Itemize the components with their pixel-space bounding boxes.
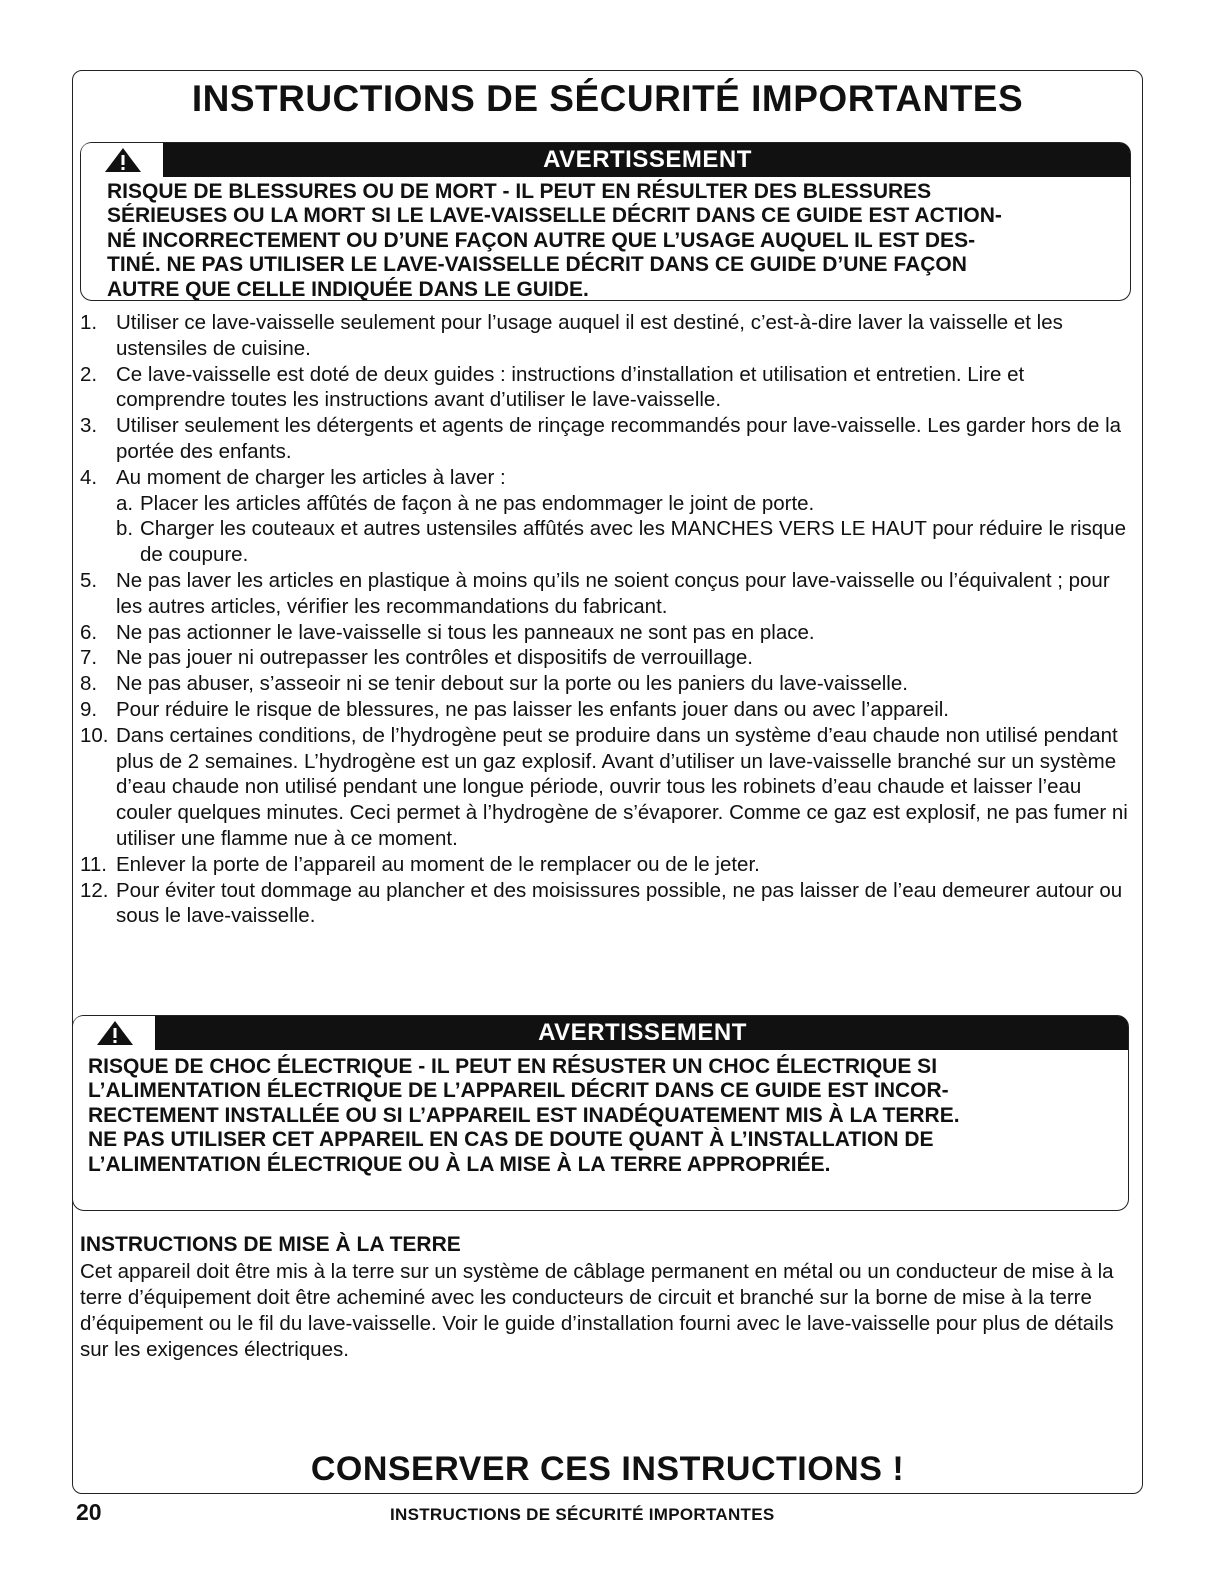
warning-symbol-cell (81, 143, 165, 177)
warning-text (107, 180, 1127, 302)
list-item (80, 723, 1130, 852)
item-text: Utiliser seulement les détergents et agents de rinçage recommandés pour lave-vaisselle. Les garder hors de la portée des enfants. (116, 414, 1122, 463)
warning-line: RISQUE DE BLESSURES OU DE MORT - IL PEUT EN RÉSULTER DES BLESSURES (107, 180, 932, 203)
grounding-heading: INSTRUCTIONS DE MISE À LA TERRE (80, 1233, 461, 1256)
item-number: 7. (80, 646, 98, 670)
sub-item-text: Charger les couteaux et autres ustensiles affûtés avec les MANCHES VERS LE HAUT pour réduire le risque de coupure. (140, 517, 1126, 567)
item-number: 11. (80, 852, 107, 876)
item-number: 2. (80, 362, 98, 386)
sub-list-item (116, 516, 1130, 568)
safety-instructions-list (80, 310, 1130, 929)
warning-label: AVERTISSEMENT (538, 1019, 747, 1046)
list-item (80, 310, 1130, 362)
warning-symbol-cell (73, 1016, 157, 1050)
warning-box-electric-shock (72, 1015, 1129, 1211)
item-number: 9. (80, 697, 98, 721)
sub-item-text: Placer les articles affûtés de façon à ne pas endommager le joint de porte. (140, 491, 815, 515)
warning-label: AVERTISSEMENT (543, 146, 752, 173)
list-item (80, 671, 1130, 697)
item-number: 12. (80, 878, 109, 902)
item-text: Ne pas laver les articles en plastique à moins qu’ils ne soient conçus pour lave-vaisselle ou l’équivalent ; pour les autres articles, vérifier les recommandations du fabricant. (116, 568, 1110, 618)
item-text: Dans certaines conditions, de l’hydrogène peut se produire dans un système d’eau chaude non utilisé pendant plus de 2 semaines. L’hydrogène est un gaz explosif. Avant d’utiliser un lave-vaisselle branché sur un système d’eau chaude non utilisé pendant une longue période, ouvrir tous les robinets d’eau chaude et laisser l’eau couler quelques minutes. Ceci permet à l’hydrogène de s’évaporer. Comme ce gaz est explosif, ne pas fumer ni utiliser une flamme nue à ce moment. (116, 723, 1128, 850)
sub-item-letter: a. (116, 491, 134, 515)
item-text: Ne pas actionner le lave-vaisselle si tous les panneaux ne sont pas en place. (116, 620, 815, 644)
list-item (80, 413, 1130, 465)
item-text: Ce lave-vaisselle est doté de deux guides : instructions d’installation et utilisation et entretien. Lire et comprendre toutes les instructions avant d’utiliser le lave-vaisselle. (116, 362, 1025, 412)
sub-list-item (116, 491, 1130, 517)
item-text: Enlever la porte de l’appareil au moment de le remplacer ou de le jeter. (116, 852, 760, 876)
page-title: INSTRUCTIONS DE SÉCURITÉ IMPORTANTES (191, 78, 1024, 119)
warning-triangle-icon (103, 146, 143, 174)
warning-header (81, 143, 1130, 177)
grounding-text: Cet appareil doit être mis à la terre sur un système de câblage permanent en métal ou un conducteur de mise à la terre d’équipement doit être acheminé avec les conducteurs de circuit et branché sur la borne de mise à la terre d’équipement ou le fil du lave-vaisselle. Voir le guide d’installation fourni avec le lave-vaisselle pour plus de détails sur les exigences électriques. (80, 1260, 1114, 1361)
warning-line: NE PAS UTILISER CET APPAREIL EN CAS DE DOUTE QUANT À L’INSTALLATION DE (88, 1128, 934, 1152)
list-item (80, 620, 1130, 646)
list-item (80, 465, 1130, 568)
item-number: 5. (80, 568, 98, 592)
warning-line: AUTRE QUE CELLE INDIQUÉE DANS LE GUIDE. (107, 277, 589, 301)
item-text: Ne pas abuser, s’asseoir ni se tenir debout sur la porte ou les paniers du lave-vaisselle. (116, 672, 908, 696)
warning-box-injury (80, 142, 1131, 301)
list-item (80, 852, 1130, 878)
warning-line: TINÉ. NE PAS UTILISER LE LAVE-VAISSELLE DÉCRIT DANS CE GUIDE D’UNE FAÇON (107, 253, 967, 277)
closing-title: CONSERVER CES INSTRUCTIONS ! (310, 1450, 905, 1488)
warning-triangle-icon (95, 1019, 135, 1047)
list-item (80, 362, 1130, 414)
item-text: Pour éviter tout dommage au plancher et des moisissures possible, ne pas laisser de l’eau demeurer autour ou sous le lave-vaisselle. (116, 878, 1123, 928)
warning-line: L’ALIMENTATION ÉLECTRIQUE OU À LA MISE À LA TERRE APPROPRIÉE. (88, 1152, 831, 1176)
warning-line: L’ALIMENTATION ÉLECTRIQUE DE L’APPAREIL DÉCRIT DANS CE GUIDE EST INCOR- (88, 1079, 949, 1103)
item-number: 6. (80, 620, 98, 644)
warning-line: RISQUE DE CHOC ÉLECTRIQUE - IL PEUT EN RÉSUSTER UN CHOC ÉLECTRIQUE SI (88, 1055, 938, 1078)
sub-item-letter: b. (116, 517, 134, 541)
warning-line: SÉRIEUSES OU LA MORT SI LE LAVE-VAISSELLE DÉCRIT DANS CE GUIDE EST ACTION- (107, 204, 1002, 228)
item-number: 10. (80, 723, 109, 747)
page-number: 20 (76, 1499, 102, 1525)
item-number: 4. (80, 465, 98, 489)
list-item (80, 645, 1130, 671)
warning-text (88, 1055, 1123, 1177)
list-item (80, 878, 1130, 930)
warning-header (73, 1016, 1128, 1050)
item-number: 3. (80, 414, 98, 438)
running-footer: INSTRUCTIONS DE SÉCURITÉ IMPORTANTES (390, 1505, 775, 1524)
warning-line: NÉ INCORRECTEMENT OU D’UNE FAÇON AUTRE QUE L’USAGE AUQUEL IL EST DES- (107, 228, 976, 252)
warning-line: RECTEMENT INSTALLÉE OU SI L’APPAREIL EST INADÉQUATEMENT MIS À LA TERRE. (88, 1103, 960, 1127)
item-number: 1. (80, 311, 98, 334)
item-text: Au moment de charger les articles à laver : (116, 465, 506, 489)
item-number: 8. (80, 672, 98, 696)
list-item (80, 697, 1130, 723)
item-text: Pour réduire le risque de blessures, ne pas laisser les enfants jouer dans ou avec l’appareil. (116, 697, 950, 721)
item-text: Utiliser ce lave-vaisselle seulement pour l’usage auquel il est destiné, c’est-à-dire laver la vaisselle et les ustensiles de cuisine. (116, 311, 1063, 360)
list-item (80, 568, 1130, 620)
item-text: Ne pas jouer ni outrepasser les contrôles et dispositifs de verrouillage. (116, 646, 753, 670)
